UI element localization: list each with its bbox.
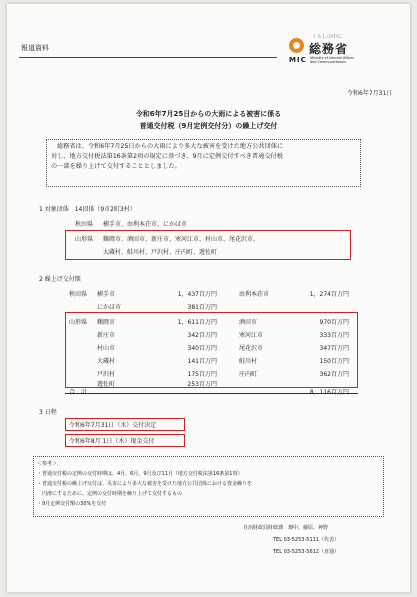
press-release-page [7, 4, 410, 592]
reference-item: ・普通交付税の定例の交付時期は、4月、6月、9月及び11月（地方交付税法第16条第1項） [37, 471, 243, 477]
table-row-value: 362百万円 [319, 371, 349, 378]
table-row-value: 381百万円 [187, 304, 217, 311]
table-row-value: 1，437百万円 [177, 291, 217, 298]
section3-heading: 3 日程 [39, 409, 57, 416]
table-row-value: 340百万円 [187, 345, 217, 352]
table-row-name: にかほ市 [97, 304, 122, 311]
contact-tel-main: TEL 03-5253-5111（代表） [273, 537, 340, 543]
table-row-name: 庄内町 [239, 371, 258, 378]
reference-heading: ＜参考＞ [37, 461, 58, 467]
table-row-name: 由利本荘市 [239, 291, 270, 298]
section2-heading: 2 繰上げ交付額 [39, 276, 81, 283]
reference-item: ・普通交付税の繰上げ交付は、災害により多大な被害を受けた地方公共団体における資金繰りを [37, 481, 253, 487]
section1-heading: 1 対象団体 14団体（9市2町3村） [39, 206, 136, 213]
reference-list [37, 469, 252, 509]
yamagata-label-table: 山形県 [69, 319, 88, 326]
table-row-name: 大蔵村 [97, 358, 116, 365]
table-row-value: 253百万円 [187, 381, 217, 388]
table-row-value: 347百万円 [319, 345, 349, 352]
logo-english [310, 56, 354, 64]
akita-label-table: 秋田県 [69, 291, 88, 298]
table-row-value: 1，611百万円 [177, 319, 217, 326]
table-row-name: 新庄市 [97, 332, 116, 339]
table-row-value: 175百万円 [187, 371, 217, 378]
yamagata-label: 山形県 [75, 236, 94, 243]
intro-line3: の一部を繰り上げて交付することとしました。 [51, 163, 181, 170]
table-row-value: 970百万円 [319, 319, 349, 326]
table-row-value: 1，274百万円 [309, 291, 349, 298]
logo-tagline: くらしの中に [312, 34, 343, 40]
schedule-decision-date: 令和6年7月31日（水）交付決定 [69, 422, 157, 429]
table-row-name: 寒河江市 [239, 332, 264, 339]
logo-english-line2: and Communications [310, 60, 346, 64]
logo-abbr: MIC [289, 56, 307, 64]
table-row-value: 342百万円 [187, 332, 217, 339]
table-row-name: 酒田市 [239, 319, 258, 326]
intro-line1: 総務省は、令和6年7月25日からの大雨により多大な被害を受けた地方公共団体に [57, 143, 284, 150]
ministry-logo-icon [289, 38, 304, 53]
reference-item: 円滑にするために、定例の交付時期を繰り上げて交付するもの [37, 491, 183, 497]
doc-type-label: 報道資料 [21, 44, 49, 52]
release-date: 令和6年7月31日 [347, 90, 393, 97]
contact-division: 自治財政局財政課 畑中、藤原、神野 [243, 525, 329, 531]
akita-label: 秋田県 [75, 221, 94, 228]
total-label: 合 計 [69, 389, 88, 396]
table-row-value: 333百万円 [319, 332, 349, 339]
yamagata-municipalities-line2: 大蔵村、鮭川村、戸沢村、庄内町、遊佐町 [103, 249, 218, 256]
logo-english-line1: Ministry of Internal Affairs [310, 56, 354, 60]
intro-line2: 対し、地方交付税法第16条第2項の規定に基づき、9月に定例交付すべき普通交付税 [51, 153, 283, 160]
logo-name: 総務省 [309, 42, 349, 56]
total-value: 8，116百万円 [309, 389, 349, 396]
table-row-name: 村山市 [97, 345, 116, 352]
table-row-value: 141百万円 [187, 358, 217, 365]
table-row-name: 鶴岡市 [97, 319, 116, 326]
header-rule [19, 57, 277, 58]
schedule-payment-date: 令和6年8月 1日（木）現金交付 [69, 438, 155, 445]
yamagata-municipalities-line1: 鶴岡市、酒田市、新庄市、寒河江市、村山市、尾花沢市、 [103, 236, 260, 243]
title-line1: 令和6年7月25日からの大雨による被害に係る [135, 110, 282, 118]
title-line2: 普通交付税（9月定例交付分）の繰上げ交付 [139, 122, 278, 130]
table-row-name: 戸沢村 [97, 371, 116, 378]
reference-item: ・9月定例交付額の30%を交付 [37, 501, 107, 507]
contact-tel-direct: TEL 03-5253-5612（直通） [273, 549, 340, 555]
table-row-name: 尾花沢市 [239, 345, 264, 352]
intro-paragraph [51, 142, 283, 172]
table-row-name: 遊佐町 [97, 381, 116, 388]
table-row-name: 鮭川村 [239, 358, 258, 365]
akita-municipalities: 横手市、由利本荘市、にかほ市 [103, 221, 188, 228]
table-row-name: 横手市 [97, 291, 116, 298]
table-row-value: 150百万円 [319, 358, 349, 365]
